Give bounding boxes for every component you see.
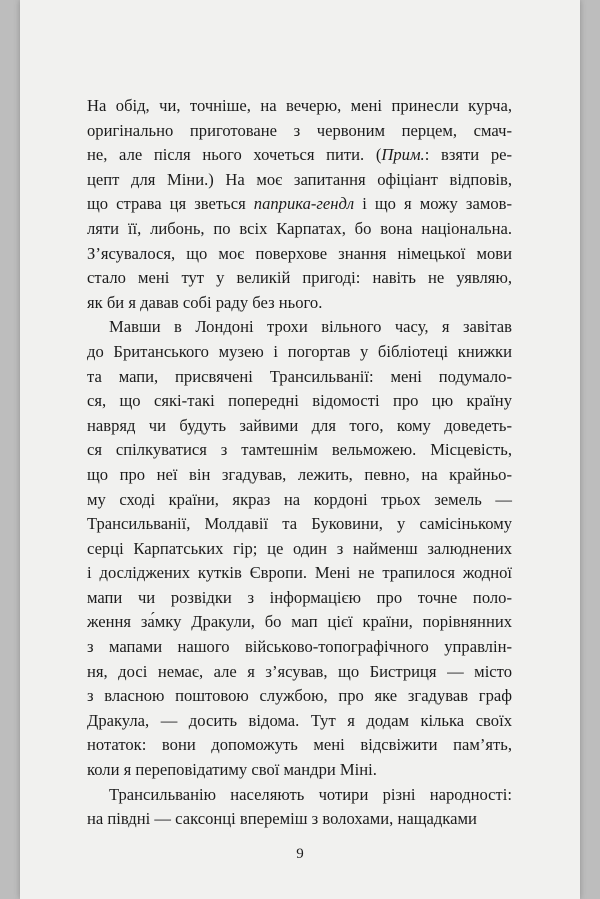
text-line: ня, досі немає, але я з’ясував, що Бистриця — місто <box>87 661 512 681</box>
text-line: ся спілкуватися з тамтешнім вельможею. Місцевість, <box>87 440 512 460</box>
text-line: на півдні — саксонці впереміш з волохами, нащадками <box>87 809 477 829</box>
text-line: та мапи, присвячені Трансильванії: мені подумало- <box>87 366 512 386</box>
text-line: ся, що сякі-такі попередні відомості про цю країну <box>87 391 512 411</box>
text-line: цепт для Міни.) На моє запитання офіціант відповів, <box>87 169 512 189</box>
text-line: серці Карпатських гір; це один з найменш залюднених <box>87 538 512 558</box>
page-number: 9 <box>296 846 304 862</box>
text-line: Мавши в Лондоні трохи вільного часу, я завітав <box>109 317 512 337</box>
book-page <box>20 0 580 899</box>
text-line: не, але після нього хочеться пити. (Прим.: взяти ре- <box>87 145 513 165</box>
paragraph <box>87 783 512 832</box>
text-line: з мапами нашого військово-топографічного управлін- <box>87 637 512 657</box>
text-line: і досліджених кутків Європи. Мені не трапилося жодної <box>87 563 512 583</box>
text-line: На обід, чи, точніше, на вечерю, мені принесли курча, <box>87 96 512 115</box>
text-line: як би я давав собі раду без нього. <box>87 292 323 312</box>
text-line: ляти її, либонь, по всіх Карпатах, бо вона національна. <box>87 218 512 238</box>
text-line: з власною поштовою службою, про яке згадував граф <box>87 686 512 706</box>
body-text <box>87 94 512 832</box>
text-line: ження за́мку Дракули, бо мап цієї країни, порівнянних <box>87 612 512 632</box>
text-line: що страва ця зветься паприка-гендл і що я можу замов- <box>87 194 512 214</box>
text-line: коли я переповідатиму свої мандри Міні. <box>87 760 377 780</box>
paragraph <box>87 94 512 315</box>
text-line: оригінально приготоване з червоним перцем, смач- <box>87 120 512 140</box>
text-line: Дракула, — досить відома. Тут я додам кілька своїх <box>87 710 512 730</box>
text-line: мапи чи розвідки з інформацією про точне поло- <box>87 587 512 607</box>
paragraph <box>87 315 512 782</box>
text-line: З’ясувалося, що моє поверхове знання німецької мови <box>87 243 512 263</box>
text-line: му сході країни, якраз на кордоні трьох земель — <box>87 489 512 509</box>
text-line: до Британського музею і погортав у бібліотеці книжки <box>87 341 512 361</box>
text-line: навряд чи будуть зайвими для того, кому доведеть- <box>87 415 512 435</box>
text-line: Трансильванію населяють чотири різні народності: <box>109 784 512 804</box>
text-line: стало мені тут у великій пригоді: навіть не уявляю, <box>87 268 512 288</box>
text-line: нотаток: вони допоможуть мені відсвіжити пам’ять, <box>87 735 512 755</box>
text-line: що про неї він згадував, лежить, певно, на крайньо- <box>87 464 512 484</box>
text-line: Трансильванії, Молдавії та Буковини, у самісінькому <box>87 514 512 534</box>
